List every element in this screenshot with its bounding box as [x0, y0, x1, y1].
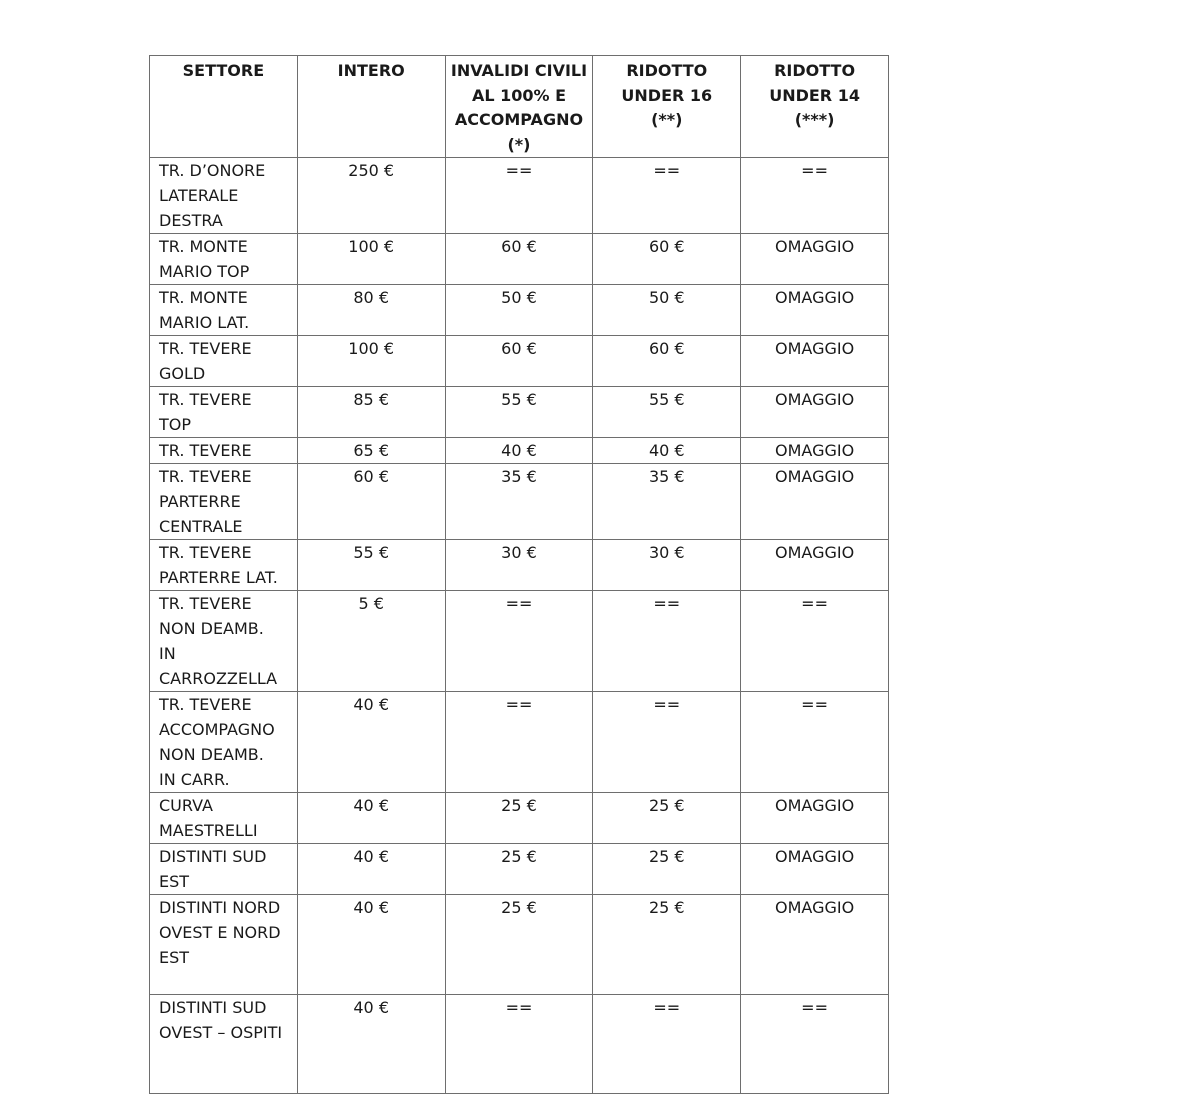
header-invalidi-civili: INVALIDI CIVILI AL 100% E ACCOMPAGNO (*)	[445, 56, 593, 158]
under16-cell: 35 €	[593, 464, 741, 540]
intero-cell: 40 €	[297, 844, 445, 895]
table-row	[150, 285, 889, 336]
intero-cell: 250 €	[297, 158, 445, 234]
intero-cell: 40 €	[297, 692, 445, 793]
intero-cell: 40 €	[297, 793, 445, 844]
intero-cell: 5 €	[297, 591, 445, 692]
under14-cell: ==	[741, 995, 889, 1094]
sector-cell: TR. TEVERE PARTERRE CENTRALE	[150, 464, 298, 540]
intero-cell: 55 €	[297, 540, 445, 591]
sector-cell: TR. TEVERE ACCOMPAGNO NON DEAMB. IN CARR.	[150, 692, 298, 793]
invalidi-cell: ==	[445, 995, 593, 1094]
intero-cell: 40 €	[297, 895, 445, 995]
table-row	[150, 995, 889, 1094]
invalidi-cell: 50 €	[445, 285, 593, 336]
invalidi-cell: 25 €	[445, 895, 593, 995]
under16-cell: 25 €	[593, 793, 741, 844]
table-row	[150, 158, 889, 234]
under16-cell: ==	[593, 995, 741, 1094]
under14-cell: OMAGGIO	[741, 336, 889, 387]
table-row	[150, 464, 889, 540]
under14-cell: OMAGGIO	[741, 464, 889, 540]
under16-cell: 40 €	[593, 438, 741, 464]
ticket-price-table	[149, 55, 889, 1094]
intero-cell: 100 €	[297, 336, 445, 387]
under16-cell: 25 €	[593, 895, 741, 995]
under14-cell: OMAGGIO	[741, 793, 889, 844]
invalidi-cell: ==	[445, 591, 593, 692]
under16-cell: ==	[593, 692, 741, 793]
sector-cell: CURVA MAESTRELLI	[150, 793, 298, 844]
header-settore: SETTORE	[150, 56, 298, 158]
under16-cell: 25 €	[593, 844, 741, 895]
intero-cell: 100 €	[297, 234, 445, 285]
under14-cell: OMAGGIO	[741, 234, 889, 285]
invalidi-cell: ==	[445, 158, 593, 234]
sector-cell: DISTINTI SUD EST	[150, 844, 298, 895]
header-row	[150, 56, 889, 158]
invalidi-cell: 25 €	[445, 844, 593, 895]
under16-cell: 60 €	[593, 234, 741, 285]
under14-cell: OMAGGIO	[741, 285, 889, 336]
invalidi-cell: 60 €	[445, 336, 593, 387]
under14-cell: OMAGGIO	[741, 387, 889, 438]
sector-cell: DISTINTI SUD OVEST – OSPITI	[150, 995, 298, 1094]
under16-cell: 30 €	[593, 540, 741, 591]
table-row	[150, 387, 889, 438]
under14-cell: ==	[741, 692, 889, 793]
invalidi-cell: 60 €	[445, 234, 593, 285]
invalidi-cell: ==	[445, 692, 593, 793]
under14-cell: OMAGGIO	[741, 895, 889, 995]
sector-cell: DISTINTI NORD OVEST E NORD EST	[150, 895, 298, 995]
sector-cell: TR. TEVERE NON DEAMB. IN CARROZZELLA	[150, 591, 298, 692]
invalidi-cell: 35 €	[445, 464, 593, 540]
under14-cell: OMAGGIO	[741, 540, 889, 591]
sector-cell: TR. TEVERE GOLD	[150, 336, 298, 387]
under16-cell: 50 €	[593, 285, 741, 336]
table-row	[150, 540, 889, 591]
table-row	[150, 692, 889, 793]
under14-cell: ==	[741, 158, 889, 234]
under14-cell: ==	[741, 591, 889, 692]
table-row	[150, 844, 889, 895]
table-row	[150, 895, 889, 995]
table-row	[150, 336, 889, 387]
invalidi-cell: 30 €	[445, 540, 593, 591]
header-intero: INTERO	[297, 56, 445, 158]
invalidi-cell: 25 €	[445, 793, 593, 844]
under14-cell: OMAGGIO	[741, 844, 889, 895]
intero-cell: 40 €	[297, 995, 445, 1094]
under16-cell: 55 €	[593, 387, 741, 438]
header-ridotto-under-14: RIDOTTO UNDER 14 (***)	[741, 56, 889, 158]
intero-cell: 80 €	[297, 285, 445, 336]
table-row	[150, 438, 889, 464]
table-row	[150, 234, 889, 285]
under14-cell: OMAGGIO	[741, 438, 889, 464]
sector-cell: TR. TEVERE TOP	[150, 387, 298, 438]
intero-cell: 85 €	[297, 387, 445, 438]
header-ridotto-under-16: RIDOTTO UNDER 16 (**)	[593, 56, 741, 158]
invalidi-cell: 40 €	[445, 438, 593, 464]
intero-cell: 60 €	[297, 464, 445, 540]
table-row	[150, 591, 889, 692]
under16-cell: ==	[593, 158, 741, 234]
table-row	[150, 793, 889, 844]
under16-cell: 60 €	[593, 336, 741, 387]
sector-cell: TR. MONTE MARIO LAT.	[150, 285, 298, 336]
intero-cell: 65 €	[297, 438, 445, 464]
invalidi-cell: 55 €	[445, 387, 593, 438]
sector-cell: TR. MONTE MARIO TOP	[150, 234, 298, 285]
sector-cell: TR. TEVERE PARTERRE LAT.	[150, 540, 298, 591]
under16-cell: ==	[593, 591, 741, 692]
sector-cell: TR. D’ONORE LATERALE DESTRA	[150, 158, 298, 234]
sector-cell: TR. TEVERE	[150, 438, 298, 464]
